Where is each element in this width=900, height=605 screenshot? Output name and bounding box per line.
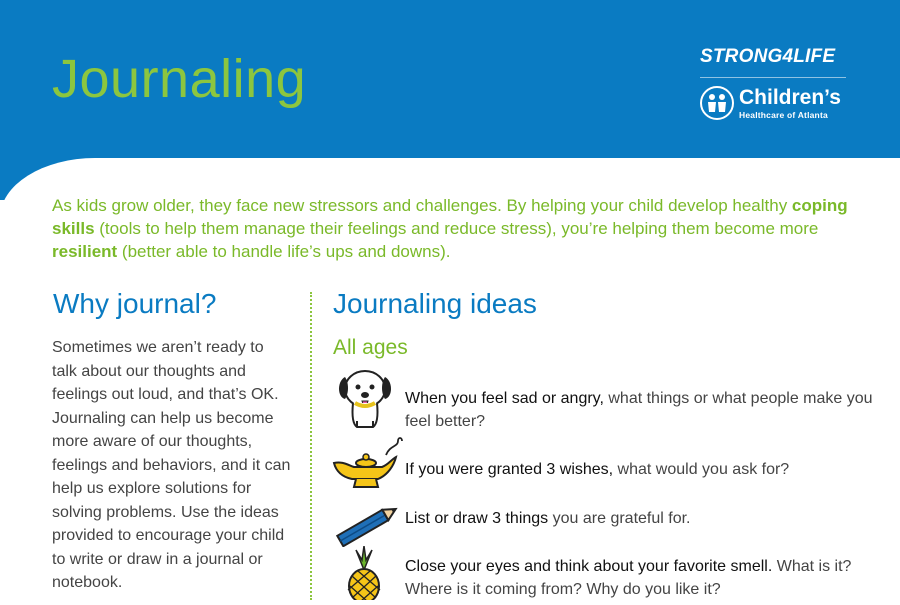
idea-item-three-wishes <box>405 458 875 481</box>
brand-divider <box>700 77 846 78</box>
strong4life-logo: STRONG4LIFE <box>700 46 836 67</box>
idea-text: What is it? Where is it coming from? Why do you like it? <box>405 558 852 598</box>
intro-bold-resilient: resilient <box>52 242 118 261</box>
genie-lamp-icon <box>328 435 404 498</box>
journaling-ideas-heading: Journaling ideas <box>333 288 537 319</box>
childrens-logo <box>700 86 860 120</box>
brand-name: Children’s <box>739 85 841 109</box>
idea-text: you are grateful for. <box>548 510 691 527</box>
why-journal-heading: Why journal? <box>53 288 217 319</box>
brand-subtitle: Healthcare of Atlanta <box>739 109 828 120</box>
idea-lead: When you feel sad or angry, <box>405 390 604 407</box>
idea-lead: Close your eyes and think about your favorite smell. <box>405 558 773 575</box>
idea-item-feel-better <box>405 387 875 433</box>
dog-icon <box>335 363 397 436</box>
idea-text: what things or what people make you feel better? <box>405 390 873 430</box>
idea-lead: If you were granted 3 wishes, <box>405 461 614 478</box>
page-title: Journaling <box>52 49 307 109</box>
idea-text: what would you ask for? <box>613 461 790 478</box>
childrens-seal-icon <box>700 86 734 120</box>
brand-logo <box>700 46 860 120</box>
intro-bold-coping-skills: coping skills <box>52 196 848 238</box>
intro-text-3: (better able to handle life’s ups and downs). <box>117 242 451 261</box>
intro-text-2: (tools to help them manage their feelings and reduce stress), you’re helping them become more <box>94 219 819 238</box>
intro-text-1: As kids grow older, they face new stressors and challenges. By helping your child develop healthy <box>52 196 792 215</box>
pineapple-icon <box>342 546 386 605</box>
pencil-icon <box>332 503 404 552</box>
all-ages-subheading: All ages <box>333 336 408 359</box>
idea-item-grateful <box>405 507 875 530</box>
idea-lead: List or draw 3 things <box>405 510 549 527</box>
idea-item-favorite-smell <box>405 555 875 601</box>
why-journal-body: Sometimes we aren’t ready to talk about our thoughts and feelings out loud, and that’s OK. Journaling can help us become more aware of our thoughts, feelings and behaviors, and it can help us explore solutions for solving problems. Use the ideas provided to encourage your child to write or draw in a journal or notebook. <box>52 339 291 591</box>
column-divider <box>310 292 312 600</box>
intro-paragraph <box>52 194 852 263</box>
